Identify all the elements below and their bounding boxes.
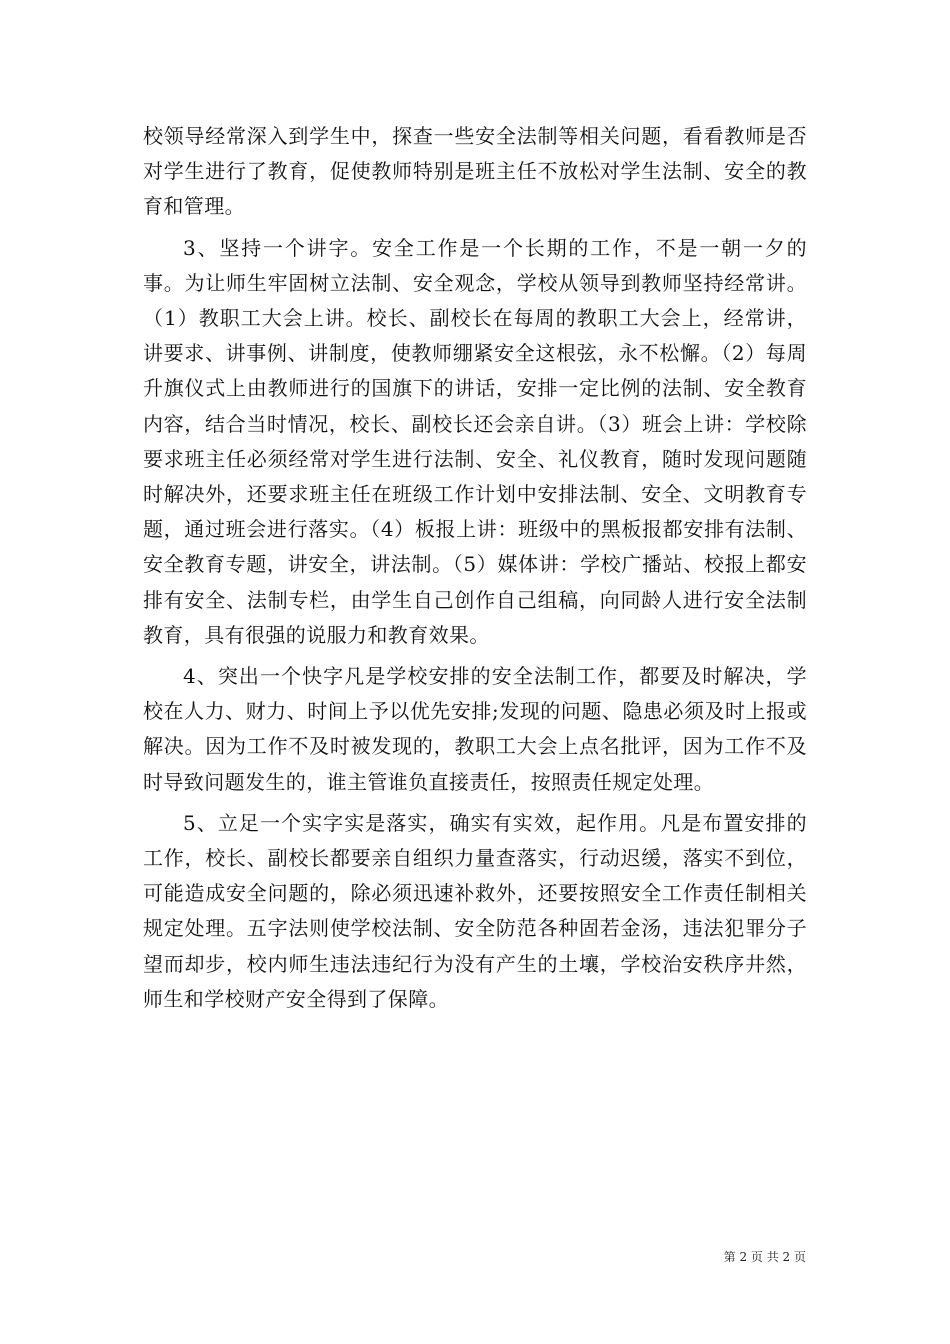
paragraph-continuation: 校领导经常深入到学生中，探查一些安全法制等相关问题，看看教师是否对学生进行了教育，促使教师特别是班主任不放松对学生法制、安全的教育和管理。 [143, 124, 807, 219]
paragraph-item-3: 3、坚持一个讲字。安全工作是一个长期的工作，不是一朝一夕的事。为让师生牢固树立法制、安全观念，学校从领导到教师坚持经常讲。（1）教职工大会上讲。校长、副校长在每周的教职工大会上，经常讲，讲要求、讲事例、讲制度，使教师绷紧安全这根弦，永不松懈。（2）每周升旗仪式上由教师进行的国旗下的讲话，安排一定比例的法制、安全教育内容，结合当时情况，校长、副校长还会亲自讲。（3）班会上讲：学校除要求班主任必须经常对学生进行法制、安全、礼仪教育，随时发现问题随时解决外，还要求班主任在班级工作计划中安排法制、安全、文明教育专题，通过班会进行落实。（4）板报上讲：班级中的黑板报都安排有法制、安全教育专题，讲安全，讲法制。（5）媒体讲：学校广播站、校报上都安排有安全、法制专栏，由学生自己创作自己组稿，向同龄人进行安全法制教育，具有很强的说服力和教育效果。 [143, 235, 807, 647]
paragraph-item-5: 5、立足一个实字实是落实，确实有实效，起作用。凡是布置安排的工作，校长、副校长都要亲自组织力量查落实，行动迟缓，落实不到位，可能造成安全问题的，除必须迅速补救外，还要按照安全工作责任制相关规定处理。五字法则使学校法制、安全防范各种固若金汤，违法犯罪分子望而却步，校内师生违法违纪行为没有产生的土壤，学校治安秩序井然，师生和学校财产安全得到了保障。 [143, 810, 807, 1011]
document-body [143, 119, 807, 1023]
page-number-footer: 第 2 页 共 2 页 [723, 1250, 806, 1264]
paragraph-item-4: 4、突出一个快字凡是学校安排的安全法制工作，都要及时解决，学校在人力、财力、时间上予以优先安排;发现的问题、隐患必须及时上报或解决。因为工作不及时被发现的，教职工大会上点名批评，因为工作不及时导致问题发生的，谁主管谁负直接责任，按照责任规定处理。 [143, 664, 807, 794]
